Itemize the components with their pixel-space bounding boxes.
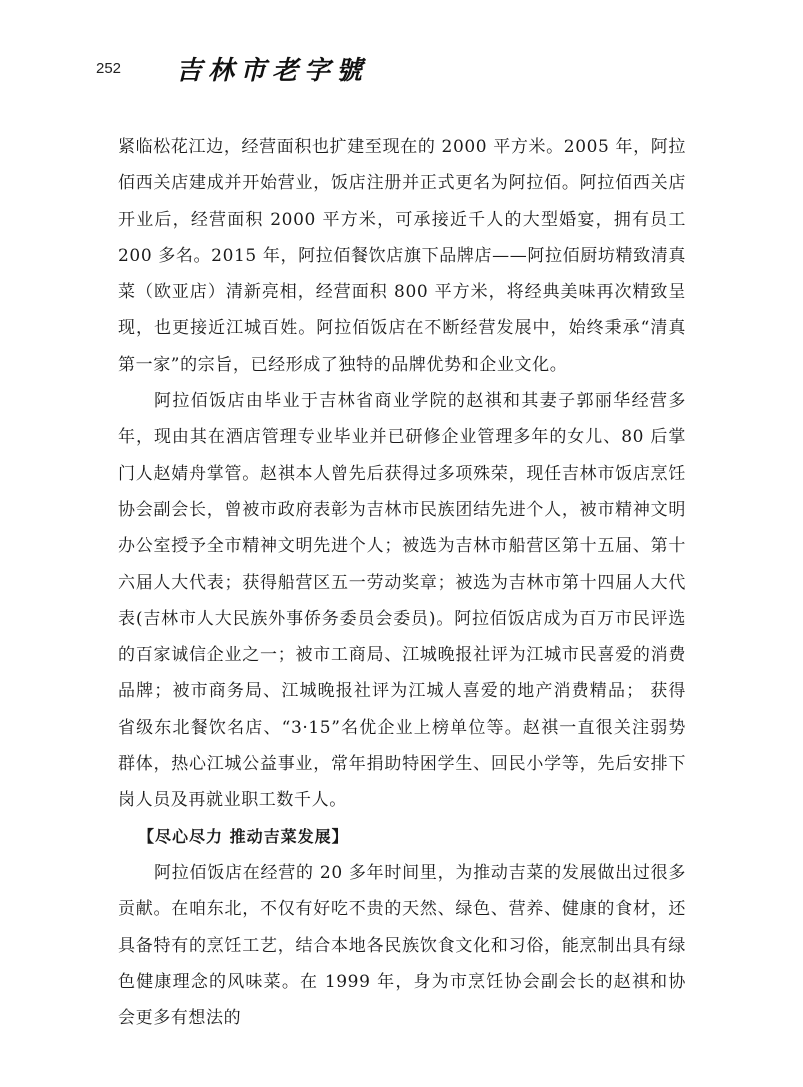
section-heading: 【尽心尽力 推动吉菜发展】 [138, 826, 349, 846]
paragraph-continued: 紧临松花江边，经营面积也扩建至现在的 2000 平方米。2005 年，阿拉佰西关店建成并开始营业，饭店注册并正式更名为阿拉佰。阿拉佰西关店开业后，经营面积 2000 平方米，可承接近千人的大型婚宴，拥有员工 200 多名。2015 年，阿拉佰餐饮店旗下品牌店——阿拉佰厨坊精致清真菜（欧亚店）清新亮相，经营面积 800 平方米，将经典美味再次精致呈现，也更接近江城百姓。阿拉佰饭店在不断经营发展中，始终秉承“清真第一家”的宗旨，已经形成了独特的品牌优势和企业文化。 [118, 137, 686, 375]
paragraph-contribution: 阿拉佰饭店在经营的 20 多年时间里，为推动吉菜的发展做出过很多贡献。在咱东北，不仅有好吃不贵的天然、绿色、营养、健康的食材，还具备特有的烹饪工艺，结合本地各民族饮食文化和习俗，能烹制出具有绿色健康理念的风味菜。在 1999 年，身为市烹饪协会副会长的赵祺和协会更多有想法的 [118, 862, 686, 1029]
body-text [118, 129, 686, 1036]
page-number: 252 [96, 60, 122, 77]
running-title: 吉林市老字號 [176, 56, 369, 86]
paragraph-founders: 阿拉佰饭店由毕业于吉林省商业学院的赵祺和其妻子郭丽华经营多年，现由其在酒店管理专业毕业并已研修企业管理多年的女儿、80 后掌门人赵婧舟掌管。赵祺本人曾先后获得过多项殊荣，现任吉林市饭店烹饪协会副会长，曾被市政府表彰为吉林市民族团结先进个人，被市精神文明办公室授予全市精神文明先进个人；被选为吉林市船营区第十五届、第十六届人大代表；获得船营区五一劳动奖章；被选为吉林市第十四届人大代表(吉林市人大民族外事侨务委员会委员)。阿拉佰饭店成为百万市民评选的百家诚信企业之一；被市工商局、江城晚报社评为江城市民喜爱的消费品牌；被市商务局、江城晚报社评为江城人喜爱的地产消费精品； 获得省级东北餐饮名店、“3·15”名优企业上榜单位等。赵祺一直很关注弱势群体，热心江城公益事业，常年捐助特困学生、回民小学等，先后安排下岗人员及再就业职工数千人。 [118, 391, 686, 811]
